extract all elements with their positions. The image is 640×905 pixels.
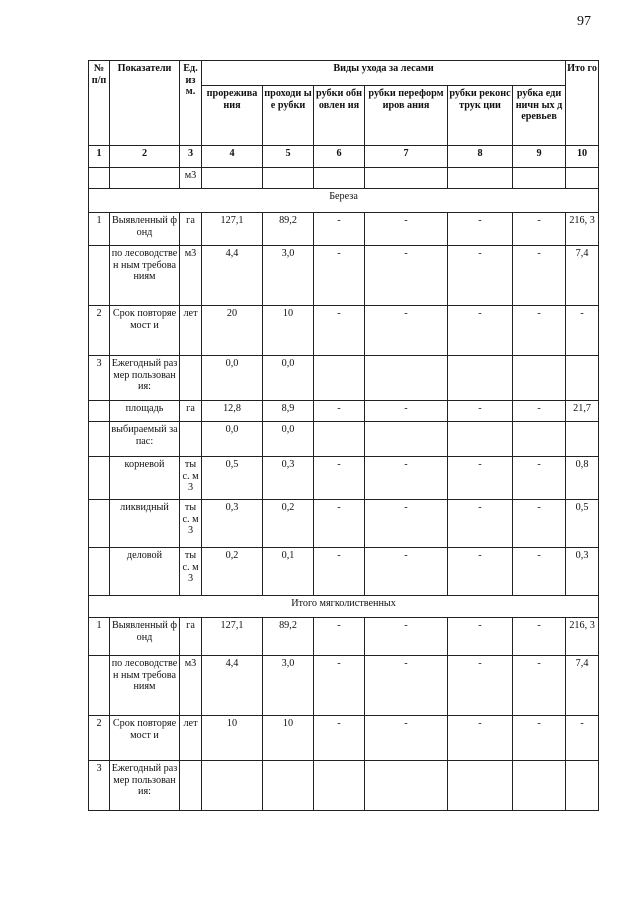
- table-cell: [365, 356, 448, 401]
- table-cell: [263, 761, 314, 811]
- table-cell: ты с. м3: [180, 548, 202, 596]
- table-cell: 0,5: [566, 500, 599, 548]
- table-cell: -: [513, 246, 566, 306]
- table-cell: 8,9: [263, 401, 314, 422]
- table-cell: 2: [89, 716, 110, 761]
- page-number: 97: [577, 14, 591, 29]
- table-cell: -: [314, 306, 365, 356]
- table-cell: [566, 356, 599, 401]
- table-cell: 10: [263, 716, 314, 761]
- section-title: Итого мягколиственных: [89, 596, 599, 618]
- header-sub: рубки переформиров ания: [365, 86, 448, 146]
- table-cell: га: [180, 213, 202, 246]
- table-cell: -: [448, 716, 513, 761]
- table-cell: м3: [180, 246, 202, 306]
- table-cell: [566, 168, 599, 189]
- table-header: [89, 61, 599, 146]
- table-cell: -: [513, 656, 566, 716]
- column-number: 10: [566, 146, 599, 168]
- table-cell: [513, 356, 566, 401]
- table-cell: корневой: [110, 457, 180, 500]
- section-row: [89, 596, 599, 618]
- table-cell: [314, 168, 365, 189]
- table-cell: 3: [89, 356, 110, 401]
- table-cell: 127,1: [202, 213, 263, 246]
- table-cell: [566, 761, 599, 811]
- table-row: [89, 168, 599, 189]
- table-cell: 89,2: [263, 618, 314, 656]
- table-cell: [314, 422, 365, 457]
- table-cell: [89, 401, 110, 422]
- table-cell: м3: [180, 656, 202, 716]
- column-number: 7: [365, 146, 448, 168]
- table-cell: Срок повторяемост и: [110, 306, 180, 356]
- table-cell: -: [513, 618, 566, 656]
- table-cell: -: [448, 306, 513, 356]
- table-cell: м3: [180, 168, 202, 189]
- table-cell: -: [566, 306, 599, 356]
- table-cell: 216, 3: [566, 213, 599, 246]
- table-cell: 0,0: [263, 356, 314, 401]
- table-cell: -: [314, 618, 365, 656]
- table-cell: [448, 761, 513, 811]
- table-row: [89, 716, 599, 761]
- table-cell: [365, 168, 448, 189]
- table-cell: -: [314, 548, 365, 596]
- table-cell: [448, 356, 513, 401]
- table-cell: по лесоводствен ным требованиям: [110, 656, 180, 716]
- table-cell: -: [314, 213, 365, 246]
- table-cell: га: [180, 401, 202, 422]
- table-cell: -: [314, 500, 365, 548]
- header-sub: рубка единичн ых деревьев: [513, 86, 566, 146]
- table-cell: Срок повторяемост и: [110, 716, 180, 761]
- table-row: [89, 422, 599, 457]
- table-cell: 12,8: [202, 401, 263, 422]
- table-cell: [566, 422, 599, 457]
- table-cell: -: [365, 716, 448, 761]
- table-cell: [89, 457, 110, 500]
- header-sub: рубки обновлен ия: [314, 86, 365, 146]
- table-cell: 0,3: [202, 500, 263, 548]
- table-cell: -: [365, 656, 448, 716]
- table-cell: -: [513, 401, 566, 422]
- table-cell: -: [513, 457, 566, 500]
- table-cell: [89, 422, 110, 457]
- table-cell: [513, 422, 566, 457]
- table-cell: 10: [263, 306, 314, 356]
- table-cell: -: [314, 246, 365, 306]
- table-row: [89, 548, 599, 596]
- header-sub: прорежива ния: [202, 86, 263, 146]
- table-cell: выбираемый запас:: [110, 422, 180, 457]
- table-row: [89, 656, 599, 716]
- header-indicator: Показатели: [110, 61, 180, 146]
- table-cell: [202, 761, 263, 811]
- table-cell: [513, 168, 566, 189]
- section-row: [89, 189, 599, 213]
- column-number-row: [89, 146, 599, 168]
- table-cell: [89, 246, 110, 306]
- table-cell: -: [448, 246, 513, 306]
- table-cell: [89, 548, 110, 596]
- table-cell: -: [513, 716, 566, 761]
- table-cell: -: [314, 656, 365, 716]
- table-cell: 0,5: [202, 457, 263, 500]
- table-cell: -: [365, 457, 448, 500]
- table-cell: 0,1: [263, 548, 314, 596]
- table-row: [89, 618, 599, 656]
- table-cell: [448, 168, 513, 189]
- table-row: [89, 500, 599, 548]
- table-body: [89, 146, 599, 811]
- column-number: 8: [448, 146, 513, 168]
- table-cell: 3: [89, 761, 110, 811]
- table-row: [89, 761, 599, 811]
- table-cell: [263, 168, 314, 189]
- table-cell: -: [365, 618, 448, 656]
- section-title: Береза: [89, 189, 599, 213]
- table-cell: 0,8: [566, 457, 599, 500]
- table-cell: -: [365, 213, 448, 246]
- column-number: 4: [202, 146, 263, 168]
- table-cell: [180, 422, 202, 457]
- table-cell: [89, 500, 110, 548]
- table-cell: [365, 761, 448, 811]
- table-cell: [180, 356, 202, 401]
- table-cell: 216, 3: [566, 618, 599, 656]
- table-row: [89, 401, 599, 422]
- table-cell: 0,2: [202, 548, 263, 596]
- header-unit: Ед. из м.: [180, 61, 202, 146]
- table-cell: Ежегодный размер пользования:: [110, 761, 180, 811]
- table-cell: лет: [180, 306, 202, 356]
- table-cell: [89, 656, 110, 716]
- table-row: [89, 246, 599, 306]
- table-cell: ликвидный: [110, 500, 180, 548]
- table-cell: ты с. м3: [180, 500, 202, 548]
- table-cell: [180, 761, 202, 811]
- table-cell: -: [448, 500, 513, 548]
- table-cell: га: [180, 618, 202, 656]
- table-cell: -: [448, 457, 513, 500]
- table-row: [89, 457, 599, 500]
- table-row: [89, 356, 599, 401]
- table-cell: -: [513, 213, 566, 246]
- table-cell: Выявленный фонд: [110, 213, 180, 246]
- table-cell: Ежегодный размер пользования:: [110, 356, 180, 401]
- column-number: 5: [263, 146, 314, 168]
- table-cell: 3,0: [263, 656, 314, 716]
- table-cell: 21,7: [566, 401, 599, 422]
- table-cell: -: [513, 548, 566, 596]
- table-cell: -: [448, 401, 513, 422]
- table-cell: [110, 168, 180, 189]
- table-cell: -: [314, 716, 365, 761]
- table-cell: [314, 356, 365, 401]
- table-cell: 7,4: [566, 246, 599, 306]
- table-cell: -: [314, 401, 365, 422]
- column-number: 6: [314, 146, 365, 168]
- table-cell: 20: [202, 306, 263, 356]
- table-cell: -: [365, 306, 448, 356]
- header-total: Ито го: [566, 61, 599, 146]
- column-number: 3: [180, 146, 202, 168]
- table-cell: [448, 422, 513, 457]
- table-cell: 4,4: [202, 246, 263, 306]
- table-cell: 4,4: [202, 656, 263, 716]
- table-cell: [314, 761, 365, 811]
- table-cell: -: [365, 246, 448, 306]
- column-number: 9: [513, 146, 566, 168]
- column-number: 1: [89, 146, 110, 168]
- table-cell: 0,2: [263, 500, 314, 548]
- table-cell: -: [365, 500, 448, 548]
- table-row: [89, 213, 599, 246]
- table-cell: по лесоводствен ным требованиям: [110, 246, 180, 306]
- table-cell: 1: [89, 618, 110, 656]
- table-cell: лет: [180, 716, 202, 761]
- table-cell: 7,4: [566, 656, 599, 716]
- table-cell: деловой: [110, 548, 180, 596]
- column-number: 2: [110, 146, 180, 168]
- table-cell: [513, 761, 566, 811]
- forest-care-table: [88, 60, 599, 811]
- table-cell: -: [448, 548, 513, 596]
- table-cell: 3,0: [263, 246, 314, 306]
- table-cell: площадь: [110, 401, 180, 422]
- header-sub: рубки реконструк ции: [448, 86, 513, 146]
- table-cell: -: [448, 213, 513, 246]
- table-cell: -: [314, 457, 365, 500]
- table-cell: -: [365, 401, 448, 422]
- header-num: № п/п: [89, 61, 110, 146]
- table-row: [89, 306, 599, 356]
- header-sub: проходи ые рубки: [263, 86, 314, 146]
- table-cell: [365, 422, 448, 457]
- table-cell: Выявленный фонд: [110, 618, 180, 656]
- table-cell: -: [448, 618, 513, 656]
- table-cell: -: [566, 716, 599, 761]
- header-care-types: Виды ухода за лесами: [202, 61, 566, 86]
- table-cell: 0,0: [202, 356, 263, 401]
- table-cell: 1: [89, 213, 110, 246]
- table-cell: 0,3: [566, 548, 599, 596]
- table-cell: 10: [202, 716, 263, 761]
- table-cell: [202, 168, 263, 189]
- table-cell: -: [513, 306, 566, 356]
- table-cell: 0,0: [202, 422, 263, 457]
- table-cell: -: [448, 656, 513, 716]
- table-cell: -: [513, 500, 566, 548]
- table-cell: [89, 168, 110, 189]
- table-cell: -: [365, 548, 448, 596]
- table-cell: 89,2: [263, 213, 314, 246]
- table-cell: 0,0: [263, 422, 314, 457]
- table-cell: 0,3: [263, 457, 314, 500]
- table-cell: 127,1: [202, 618, 263, 656]
- table-cell: ты с. м3: [180, 457, 202, 500]
- table-cell: 2: [89, 306, 110, 356]
